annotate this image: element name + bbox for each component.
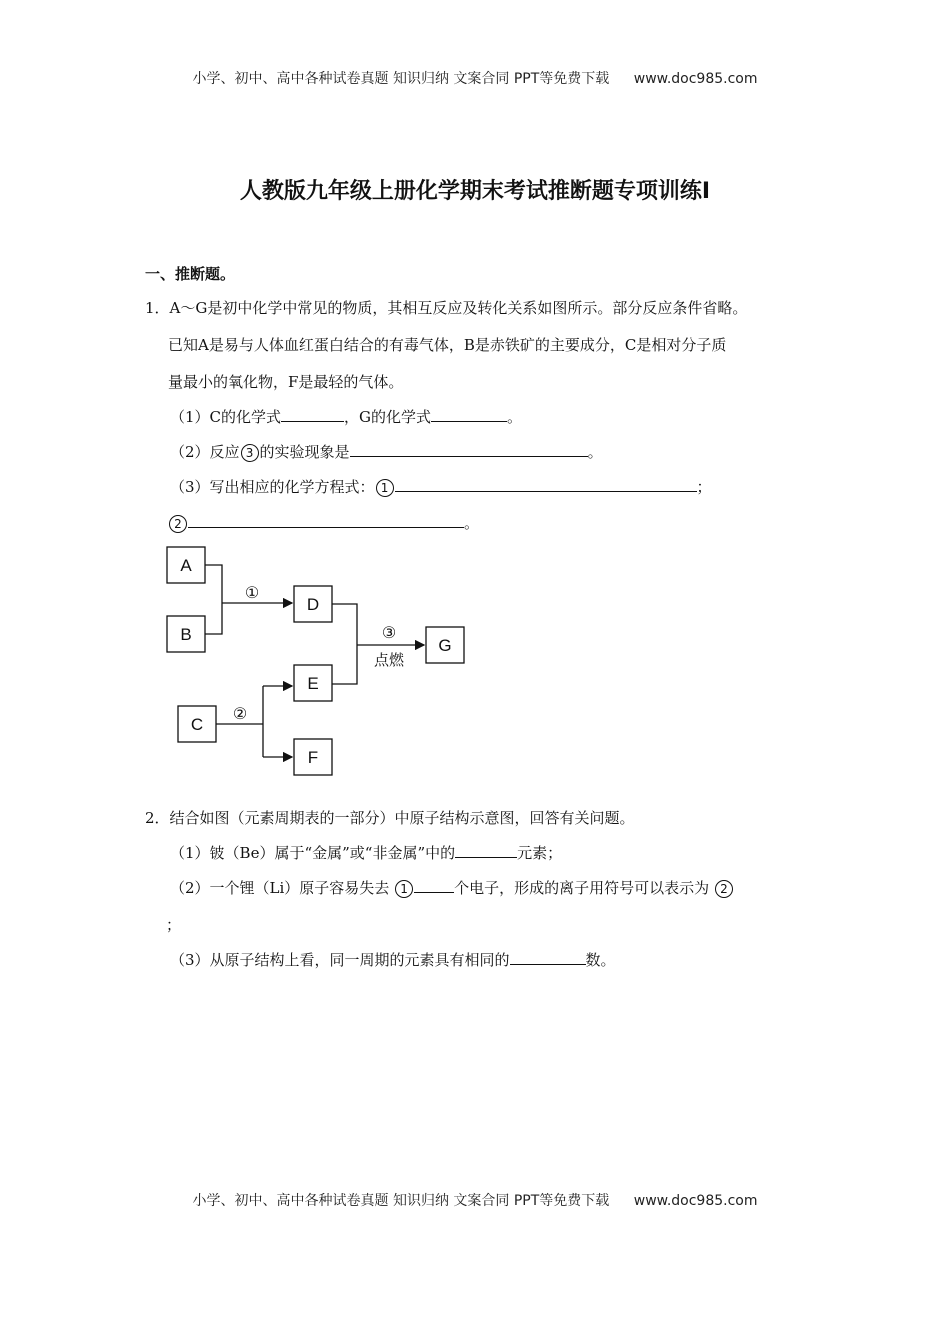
q1-phenomenon-blank[interactable]: [350, 442, 588, 457]
q2-part2-text-a: （2）一个锂（Li）原子容易失去: [170, 879, 390, 897]
equation-2-blank[interactable]: [188, 513, 464, 528]
q1-part1-end: 。: [507, 408, 523, 426]
label-reaction-1: ①: [244, 585, 260, 602]
q1-c-formula-blank[interactable]: [281, 407, 344, 422]
q1-part2-text-b: 的实验现象是: [259, 443, 350, 461]
q1-part3: [170, 476, 712, 497]
q2-part1-text-b: 元素；: [517, 844, 563, 862]
q1-part2-end: 。: [587, 443, 603, 461]
q2-part3-text-b: 数。: [585, 951, 616, 969]
equation-1-blank[interactable]: [395, 477, 697, 492]
node-d: D: [306, 595, 320, 614]
q2-part3: [170, 949, 616, 970]
q1-stem-line1: 1．A～G是初中化学中常见的物质，其相互反应及转化关系如图所示。部分反应条件省略。: [145, 299, 748, 317]
q1-part1: [170, 406, 522, 427]
label-reaction-2: ②: [232, 706, 248, 723]
q1-part2-text-a: （2）反应: [170, 443, 240, 461]
q2-stem: 2．结合如图（元素周期表的一部分）中原子结构示意图，回答有关问题。: [145, 809, 635, 827]
equation-1-marker: 1: [376, 479, 394, 497]
label-reaction-3: ③: [381, 625, 397, 642]
q1-part3-sep: ；: [696, 478, 712, 496]
equation-2-marker: 2: [169, 515, 187, 533]
q1-part3-line2: [168, 512, 479, 533]
q2-marker-1: 1: [395, 880, 413, 898]
bracket-ab: [205, 565, 222, 634]
q1-stem-line2: 已知A是易与人体血红蛋白结合的有毒气体，B是赤铁矿的主要成分，C是相对分子质: [168, 336, 727, 354]
q1-part1-text-a: （1）C的化学式: [170, 408, 282, 426]
q1-g-formula-blank[interactable]: [431, 407, 507, 422]
node-b: B: [180, 625, 192, 644]
footer-text: 小学、初中、高中各种试卷真题 知识归纳 文案合同 PPT等免费下载: [192, 1193, 610, 1209]
bracket-de: [332, 604, 357, 684]
q2-same-number-blank[interactable]: [510, 950, 586, 965]
q2-electron-count-blank[interactable]: [414, 878, 454, 893]
reaction-diagram: [160, 540, 480, 780]
q1-part1-text-b: ，G的化学式: [344, 408, 432, 426]
q1-stem-line3: 量最小的氧化物，F是最轻的气体。: [168, 373, 404, 391]
q2-marker-2: 2: [715, 880, 733, 898]
q1-part3-text: （3）写出相应的化学方程式：: [170, 478, 375, 496]
page-footer: [0, 1190, 950, 1210]
q2-part3-text-a: （3）从原子结构上看，同一周期的元素具有相同的: [170, 951, 510, 969]
q1-part2: [170, 441, 603, 462]
header-url[interactable]: www.doc985.com: [633, 71, 758, 87]
page-header: [0, 68, 950, 88]
header-text: 小学、初中、高中各种试卷真题 知识归纳 文案合同 PPT等免费下载: [192, 71, 610, 87]
footer-url[interactable]: www.doc985.com: [633, 1193, 758, 1209]
page-title: 人教版九年级上册化学期末考试推断题专项训练Ⅰ: [239, 179, 711, 204]
q2-part2-text-b: 个电子，形成的离子用符号可以表示为: [454, 879, 710, 897]
node-c: C: [190, 715, 204, 734]
node-g: G: [438, 636, 452, 655]
reaction-3-marker: 3: [241, 444, 259, 462]
q2-part1-text-a: （1）铍（Be）属于“金属”或“非金属”中的: [170, 844, 456, 862]
q2-metal-blank[interactable]: [455, 843, 517, 858]
q2-part1: [170, 842, 562, 863]
node-f: F: [307, 748, 319, 767]
label-condition-ignite: 点燃: [373, 652, 405, 669]
node-a: A: [180, 556, 192, 575]
q1-part3-end: 。: [464, 514, 480, 532]
section-heading: 一、推断题。: [145, 265, 236, 283]
q2-part2-cont: ；: [166, 916, 182, 934]
node-e: E: [307, 674, 319, 693]
q2-part2: [170, 877, 734, 898]
